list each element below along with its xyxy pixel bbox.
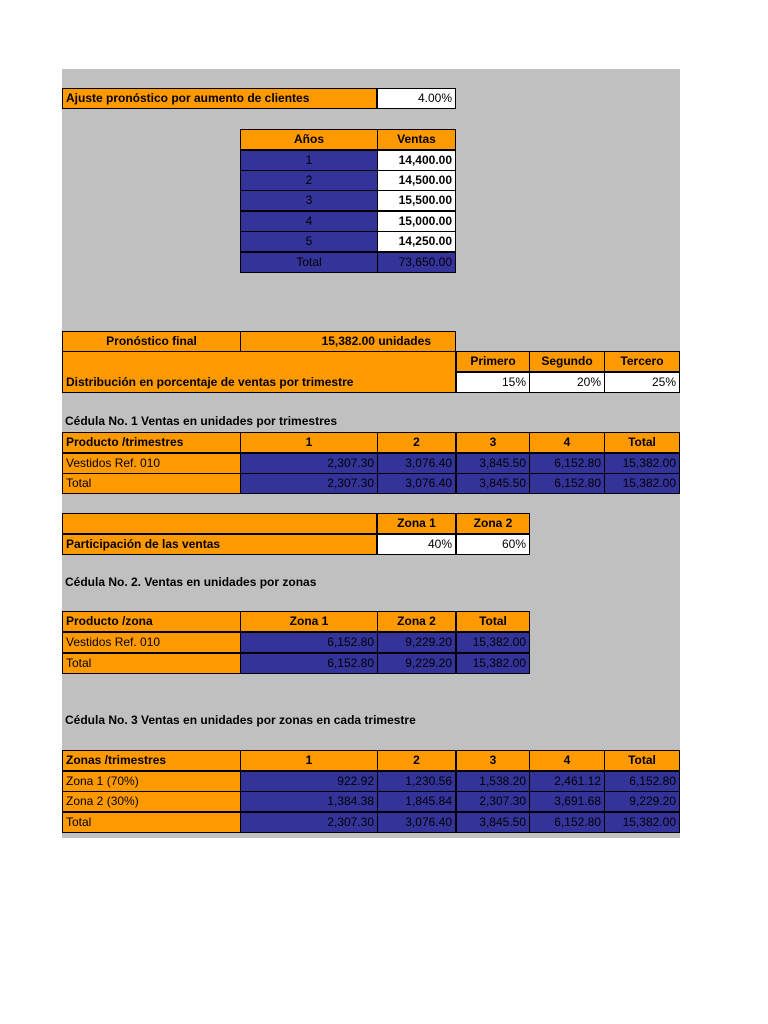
cedula3-header[interactable]: 4 [529,750,605,771]
cedula1-cell[interactable]: 15,382.00 [604,473,680,494]
cedula3-cell[interactable]: 3,076.40 [377,812,456,833]
cedula3-cell[interactable]: 1,538.20 [456,771,530,792]
cedula2-cell[interactable]: 15,382.00 [456,653,530,674]
pronostico-label[interactable]: Pronóstico final [62,331,241,352]
ventas-value-cell[interactable]: 15,500.00 [377,190,456,211]
cedula2-header[interactable]: Zona 2 [377,611,456,632]
ventas-value-cell[interactable]: 14,500.00 [377,170,456,191]
cedula3-header[interactable]: Total [604,750,680,771]
cedula3-header[interactable]: 2 [377,750,456,771]
cedula2-header[interactable]: Zona 1 [240,611,378,632]
distribucion-header-tercero[interactable]: Tercero [604,351,680,372]
pronostico-value-cell[interactable] [240,331,456,352]
cedula3-row-label[interactable]: Zona 1 (70%) [62,771,241,792]
cedula1-cell[interactable]: 3,076.40 [377,453,456,474]
participacion-value-zona1[interactable]: 40% [377,534,456,555]
cedula1-header[interactable]: Total [604,432,680,453]
cedula3-cell[interactable]: 3,845.50 [456,812,530,833]
cedula2-header[interactable]: Total [456,611,530,632]
distribucion-label[interactable]: Distribución en porcentaje de ventas por trimestre [62,351,456,393]
cedula3-cell[interactable]: 6,152.80 [604,771,680,792]
ventas-total-value[interactable]: 73,650.00 [377,252,456,273]
cedula1-header[interactable]: Producto /trimestres [62,432,241,453]
cedula3-row-label[interactable]: Total [62,812,241,833]
cedula3-title: Cédula No. 3 Ventas en unidades por zonas en cada trimestre [65,713,416,727]
cedula3-cell[interactable]: 1,845.84 [377,791,456,812]
participacion-label[interactable]: Participación de las ventas [62,534,377,555]
cedula3-cell[interactable]: 2,307.30 [240,812,378,833]
cedula1-cell[interactable]: 6,152.80 [529,453,605,474]
cedula3-header[interactable]: 1 [240,750,378,771]
ventas-value-cell[interactable]: 14,250.00 [377,231,456,252]
ajuste-value-cell[interactable]: 4.00% [377,88,456,109]
cedula2-cell[interactable]: 6,152.80 [240,653,378,674]
distribucion-value-segundo[interactable]: 20% [529,372,605,393]
cedula1-header[interactable]: 2 [377,432,456,453]
cedula3-row-label[interactable]: Zona 2 (30%) [62,791,241,812]
cedula3-cell[interactable]: 1,384.38 [240,791,378,812]
cedula1-cell[interactable]: 3,845.50 [456,473,530,494]
ventas-header-anos[interactable]: Años [240,129,378,150]
cedula2-row-label[interactable]: Total [62,653,241,674]
distribucion-value-tercero[interactable]: 25% [604,372,680,393]
cedula2-cell[interactable]: 9,229.20 [377,653,456,674]
cedula1-row-label[interactable]: Total [62,473,241,494]
ventas-total-label[interactable]: Total [240,252,378,273]
pronostico-unit: unidades [378,334,431,348]
cedula2-cell[interactable]: 6,152.80 [240,632,378,653]
cedula2-header[interactable]: Producto /zona [62,611,241,632]
cedula3-cell[interactable]: 9,229.20 [604,791,680,812]
distribucion-header-primero[interactable]: Primero [456,351,530,372]
cedula1-cell[interactable]: 6,152.80 [529,473,605,494]
participacion-header-empty[interactable] [62,513,377,534]
ventas-year-cell[interactable]: 4 [240,211,378,232]
cedula3-header[interactable]: 3 [456,750,530,771]
cedula1-cell[interactable]: 2,307.30 [240,473,378,494]
cedula2-title: Cédula No. 2. Ventas en unidades por zonas [65,575,317,589]
cedula1-cell[interactable]: 3,845.50 [456,453,530,474]
cedula1-cell[interactable]: 2,307.30 [240,453,378,474]
cedula1-header[interactable]: 3 [456,432,530,453]
spreadsheet-area [62,69,680,838]
cedula3-cell[interactable]: 922.92 [240,771,378,792]
cedula2-cell[interactable]: 9,229.20 [377,632,456,653]
cedula3-cell[interactable]: 2,307.30 [456,791,530,812]
pronostico-value: 15,382.00 [321,334,375,348]
cedula3-cell[interactable]: 6,152.80 [529,812,605,833]
ventas-year-cell[interactable]: 1 [240,150,378,171]
ventas-year-cell[interactable]: 5 [240,231,378,252]
cedula1-cell[interactable]: 3,076.40 [377,473,456,494]
ventas-value-cell[interactable]: 15,000.00 [377,211,456,232]
cedula1-cell[interactable]: 15,382.00 [604,453,680,474]
distribucion-header-segundo[interactable]: Segundo [529,351,605,372]
cedula3-cell[interactable]: 15,382.00 [604,812,680,833]
participacion-header-zona1[interactable]: Zona 1 [377,513,456,534]
cedula3-cell[interactable]: 1,230.56 [377,771,456,792]
cedula3-cell[interactable]: 3,691.68 [529,791,605,812]
ventas-value-cell[interactable]: 14,400.00 [377,150,456,171]
cedula3-cell[interactable]: 2,461.12 [529,771,605,792]
cedula1-row-label[interactable]: Vestidos Ref. 010 [62,453,241,474]
ventas-year-cell[interactable]: 3 [240,190,378,211]
ventas-year-cell[interactable]: 2 [240,170,378,191]
cedula1-title: Cédula No. 1 Ventas en unidades por trimestres [65,414,338,428]
cedula2-cell[interactable]: 15,382.00 [456,632,530,653]
cedula2-row-label[interactable]: Vestidos Ref. 010 [62,632,241,653]
cedula3-header[interactable]: Zonas /trimestres [62,750,241,771]
ventas-header-ventas[interactable]: Ventas [377,129,456,150]
ajuste-label-cell[interactable]: Ajuste pronóstico por aumento de clientes [62,88,377,109]
distribucion-value-primero[interactable]: 15% [456,372,530,393]
participacion-value-zona2[interactable]: 60% [456,534,530,555]
cedula1-header[interactable]: 4 [529,432,605,453]
participacion-header-zona2[interactable]: Zona 2 [456,513,530,534]
cedula1-header[interactable]: 1 [240,432,378,453]
